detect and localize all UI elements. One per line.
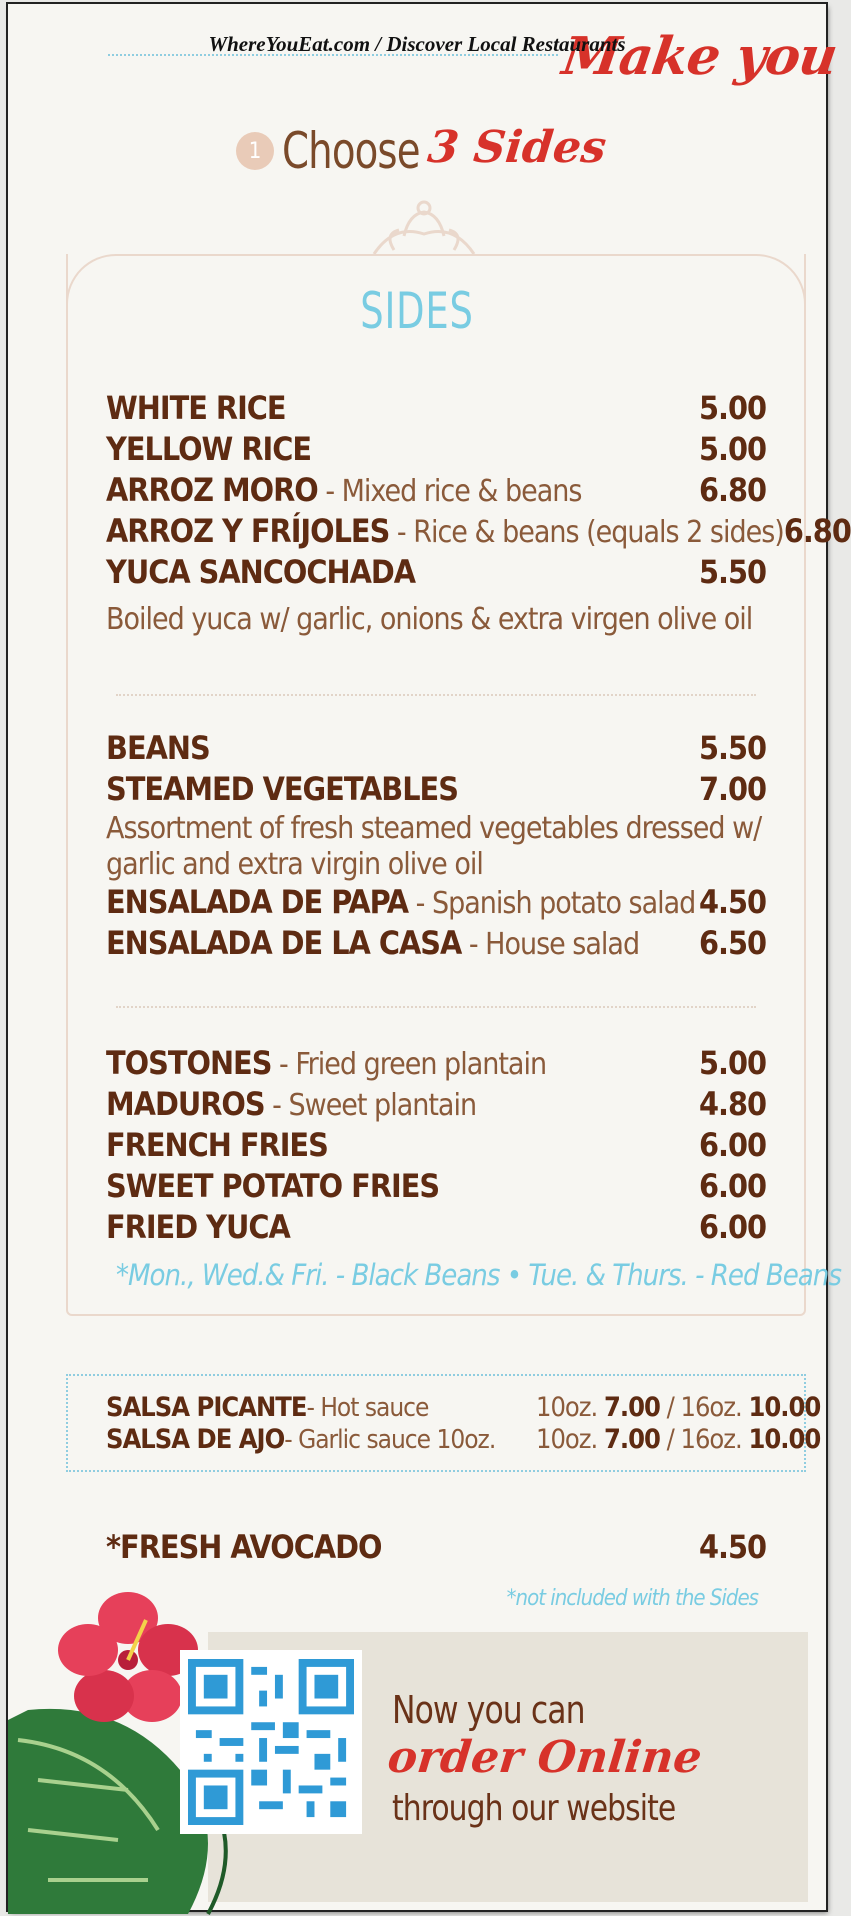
sides-group-rice: [106, 389, 851, 638]
item-price: 5.50: [698, 729, 766, 767]
item-price: 5.50: [698, 553, 766, 591]
step-number-badge: 1: [236, 132, 274, 170]
item-note: Assortment of fresh steamed vegetables dressed w/: [106, 811, 762, 846]
menu-item: [106, 471, 766, 512]
item-name: WHITE RICE: [106, 389, 286, 427]
item-name: FRENCH FRIES: [106, 1126, 328, 1164]
item-name: ENSALADA DE PAPA: [106, 883, 409, 921]
salsa-name: SALSA PICANTE: [106, 1392, 307, 1423]
item-name: *FRESH AVOCADO: [106, 1528, 382, 1566]
item-note: garlic and extra virgin olive oil: [106, 847, 483, 882]
sides-group-plantain: [106, 1044, 766, 1249]
item-price: 5.00: [698, 430, 766, 468]
step-heading: [236, 122, 442, 180]
salsa-desc: - Garlic sauce 10oz.: [284, 1425, 496, 1455]
item-desc: - Sweet plantain: [264, 1088, 477, 1123]
order-online-link[interactable]: order Online: [385, 1732, 705, 1783]
menu-item: [106, 553, 766, 594]
salsa-prices: 10oz. 7.00 / 16oz. 10.00: [536, 1424, 821, 1455]
item-price: 7.00: [698, 770, 766, 808]
item-desc: - Rice & beans (equals 2 sides): [389, 515, 784, 550]
item-name: ARROZ Y FRÍJOLES: [106, 512, 390, 550]
menu-item: [106, 1167, 766, 1208]
flourish-ornament-icon: [364, 194, 484, 260]
menu-item: [106, 729, 766, 770]
item-name: MADUROS: [106, 1085, 265, 1123]
item-note: Boiled yuca w/ garlic, onions & extra virgen olive oil: [106, 602, 753, 637]
step-accent: 3 Sides: [425, 122, 609, 173]
qr-code-icon: [188, 1658, 354, 1826]
menu-page: [8, 4, 851, 1910]
item-name: BEANS: [106, 729, 210, 767]
avocado-note: *not included with the Sides: [506, 1586, 758, 1611]
item-name: STEAMED VEGETABLES: [106, 770, 458, 808]
item-price: 6.50: [698, 924, 766, 962]
item-name: TOSTONES: [106, 1044, 272, 1082]
item-desc: - Spanish potato salad: [408, 886, 696, 921]
corner-script-heading: Make you: [558, 26, 841, 87]
salsa-item: [106, 1392, 821, 1424]
item-price: 6.00: [698, 1126, 766, 1164]
menu-item-avocado: [106, 1528, 766, 1566]
sides-group-veg: [106, 729, 766, 965]
item-price: 4.80: [698, 1085, 766, 1123]
salsa-prices: 10oz. 7.00 / 16oz. 10.00: [536, 1392, 821, 1423]
order-line-1: Now you can: [392, 1688, 585, 1732]
menu-item: [106, 1085, 766, 1126]
dotted-divider: [116, 694, 756, 696]
item-price: 4.50: [698, 1528, 766, 1566]
item-desc: - Fried green plantain: [271, 1047, 547, 1082]
item-name: YUCA SANCOCHADA: [106, 553, 416, 591]
menu-item: [106, 770, 766, 811]
salsa-name: SALSA DE AJO: [106, 1424, 285, 1455]
menu-item: [106, 924, 766, 965]
menu-item: [106, 1126, 766, 1167]
item-price: 6.80: [698, 471, 766, 509]
item-desc: - Mixed rice & beans: [317, 474, 582, 509]
salsa-desc: - Hot sauce: [306, 1393, 429, 1423]
menu-item: [106, 883, 766, 924]
item-price: 5.00: [698, 1044, 766, 1082]
item-name: FRIED YUCA: [106, 1208, 290, 1246]
watermark: WhereYouEat.com / Discover Local Restaurants: [208, 32, 626, 56]
menu-item: [106, 389, 766, 430]
salsa-panel: [66, 1374, 821, 1472]
item-desc: - House salad: [461, 927, 640, 962]
item-price: 5.00: [698, 389, 766, 427]
item-price: 6.80: [783, 512, 851, 550]
menu-item: [106, 1044, 766, 1085]
item-name: YELLOW RICE: [106, 430, 311, 468]
sides-title: SIDES: [360, 282, 474, 340]
menu-item: [106, 430, 766, 471]
menu-item: [106, 512, 851, 553]
salsa-item: [106, 1424, 821, 1456]
item-price: 4.50: [698, 883, 766, 921]
item-name: ENSALADA DE LA CASA: [106, 924, 462, 962]
beans-schedule-note: *Mon., Wed.& Fri. - Black Beans • Tue. & Thurs. - Red Beans: [116, 1258, 841, 1292]
menu-item: [106, 1208, 766, 1249]
item-name: ARROZ MORO: [106, 471, 318, 509]
item-price: 6.00: [698, 1208, 766, 1246]
order-line-3: through our website: [392, 1788, 676, 1829]
item-price: 6.00: [698, 1167, 766, 1205]
step-word: Choose: [282, 122, 420, 180]
item-name: SWEET POTATO FRIES: [106, 1167, 440, 1205]
qr-code[interactable]: [180, 1650, 362, 1834]
dotted-divider: [116, 1006, 756, 1008]
